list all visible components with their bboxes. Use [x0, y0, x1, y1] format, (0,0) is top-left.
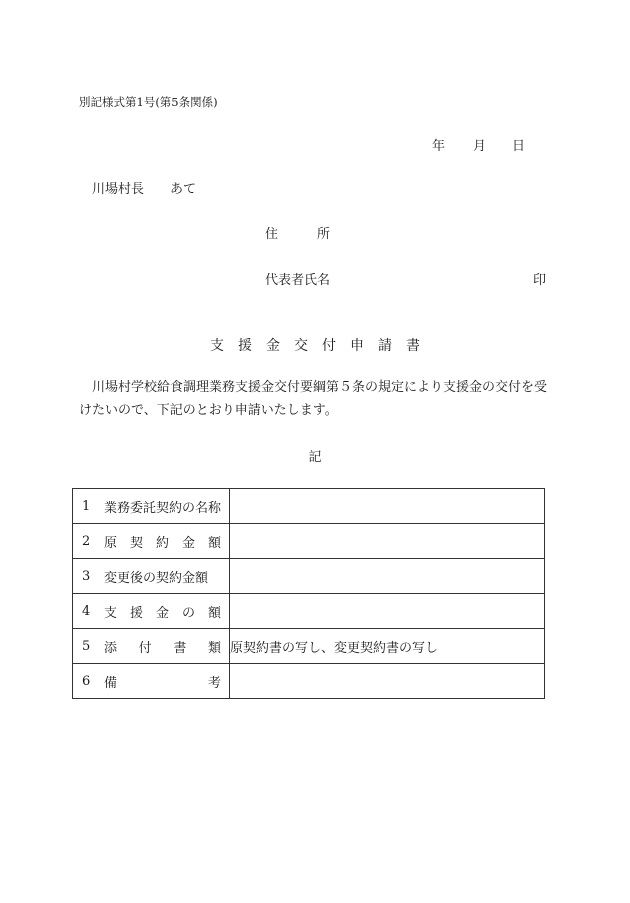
item-label-cell [73, 629, 230, 664]
item-label-cell [73, 594, 230, 629]
table-row [73, 524, 545, 559]
item-label-cell [73, 664, 230, 699]
item-value-cell[interactable] [230, 559, 545, 594]
item-value-cell[interactable]: 原契約書の写し、変更契約書の写し [230, 629, 545, 664]
table-row [73, 559, 545, 594]
item-label-part: 業務委託契約の名称 [104, 500, 222, 516]
item-label-part: 契 [129, 535, 143, 551]
item-label-part: 支 [104, 605, 118, 621]
seal-mark: 印 [533, 273, 547, 288]
application-body-text: 川場村学校給食調理業務支援金交付要綱第５条の規定により支援金の交付を受けたいので、下記のとおり申請いたします。 [79, 380, 548, 418]
item-label [104, 672, 221, 691]
document-title: 支 援 金 交 付 申 請 書 [210, 338, 420, 354]
item-label-part: 金 [155, 605, 169, 621]
item-label [104, 602, 221, 621]
item-label-cell [73, 524, 230, 559]
item-value-cell[interactable] [230, 489, 545, 524]
table-row [73, 629, 545, 664]
items-table [72, 488, 545, 699]
item-number: 6 [82, 673, 91, 689]
item-label-cell [73, 559, 230, 594]
item-number: 4 [82, 603, 91, 619]
date-year-label: 年 [432, 139, 446, 154]
table-row [73, 664, 545, 699]
item-label [104, 497, 221, 516]
item-label-part: 額 [207, 535, 221, 551]
date-month-label: 月 [473, 139, 487, 154]
item-value-cell[interactable] [230, 664, 545, 699]
table-row [73, 594, 545, 629]
item-label-part: 備 [104, 675, 118, 691]
item-number: 1 [82, 498, 91, 514]
item-label-part: 変更後の契約金額 [104, 570, 209, 586]
addressee [92, 178, 196, 197]
item-label-part: 書 [173, 640, 187, 656]
item-label-part: 額 [207, 605, 221, 621]
item-label [104, 637, 221, 656]
item-label-part: 類 [207, 640, 221, 656]
representative-name-label: 代表者氏名 [265, 273, 331, 288]
item-number: 3 [82, 568, 91, 584]
item-label-part: 考 [207, 675, 221, 691]
item-label-part: の [181, 605, 195, 621]
item-label-part: 付 [138, 640, 152, 656]
form-number: 別記様式第1号(第5条関係) [79, 95, 218, 109]
item-label [104, 567, 221, 586]
item-label-part: 添 [104, 640, 118, 656]
item-label-part: 原 [104, 535, 118, 551]
item-value-cell[interactable] [230, 594, 545, 629]
addressee-suffix: あて [170, 182, 197, 197]
item-number: 2 [82, 533, 91, 549]
address-label: 住 所 [265, 227, 331, 242]
item-label-part: 約 [155, 535, 169, 551]
item-label-cell [73, 489, 230, 524]
item-number: 5 [82, 638, 91, 654]
item-label-part: 金 [181, 535, 195, 551]
item-value-cell[interactable] [230, 524, 545, 559]
item-label-part: 援 [129, 605, 143, 621]
table-row [73, 489, 545, 524]
item-label [104, 532, 221, 551]
ki-heading: 記 [308, 450, 322, 465]
date-day-label: 日 [512, 139, 526, 154]
addressee-name: 川場村長 [92, 182, 145, 197]
